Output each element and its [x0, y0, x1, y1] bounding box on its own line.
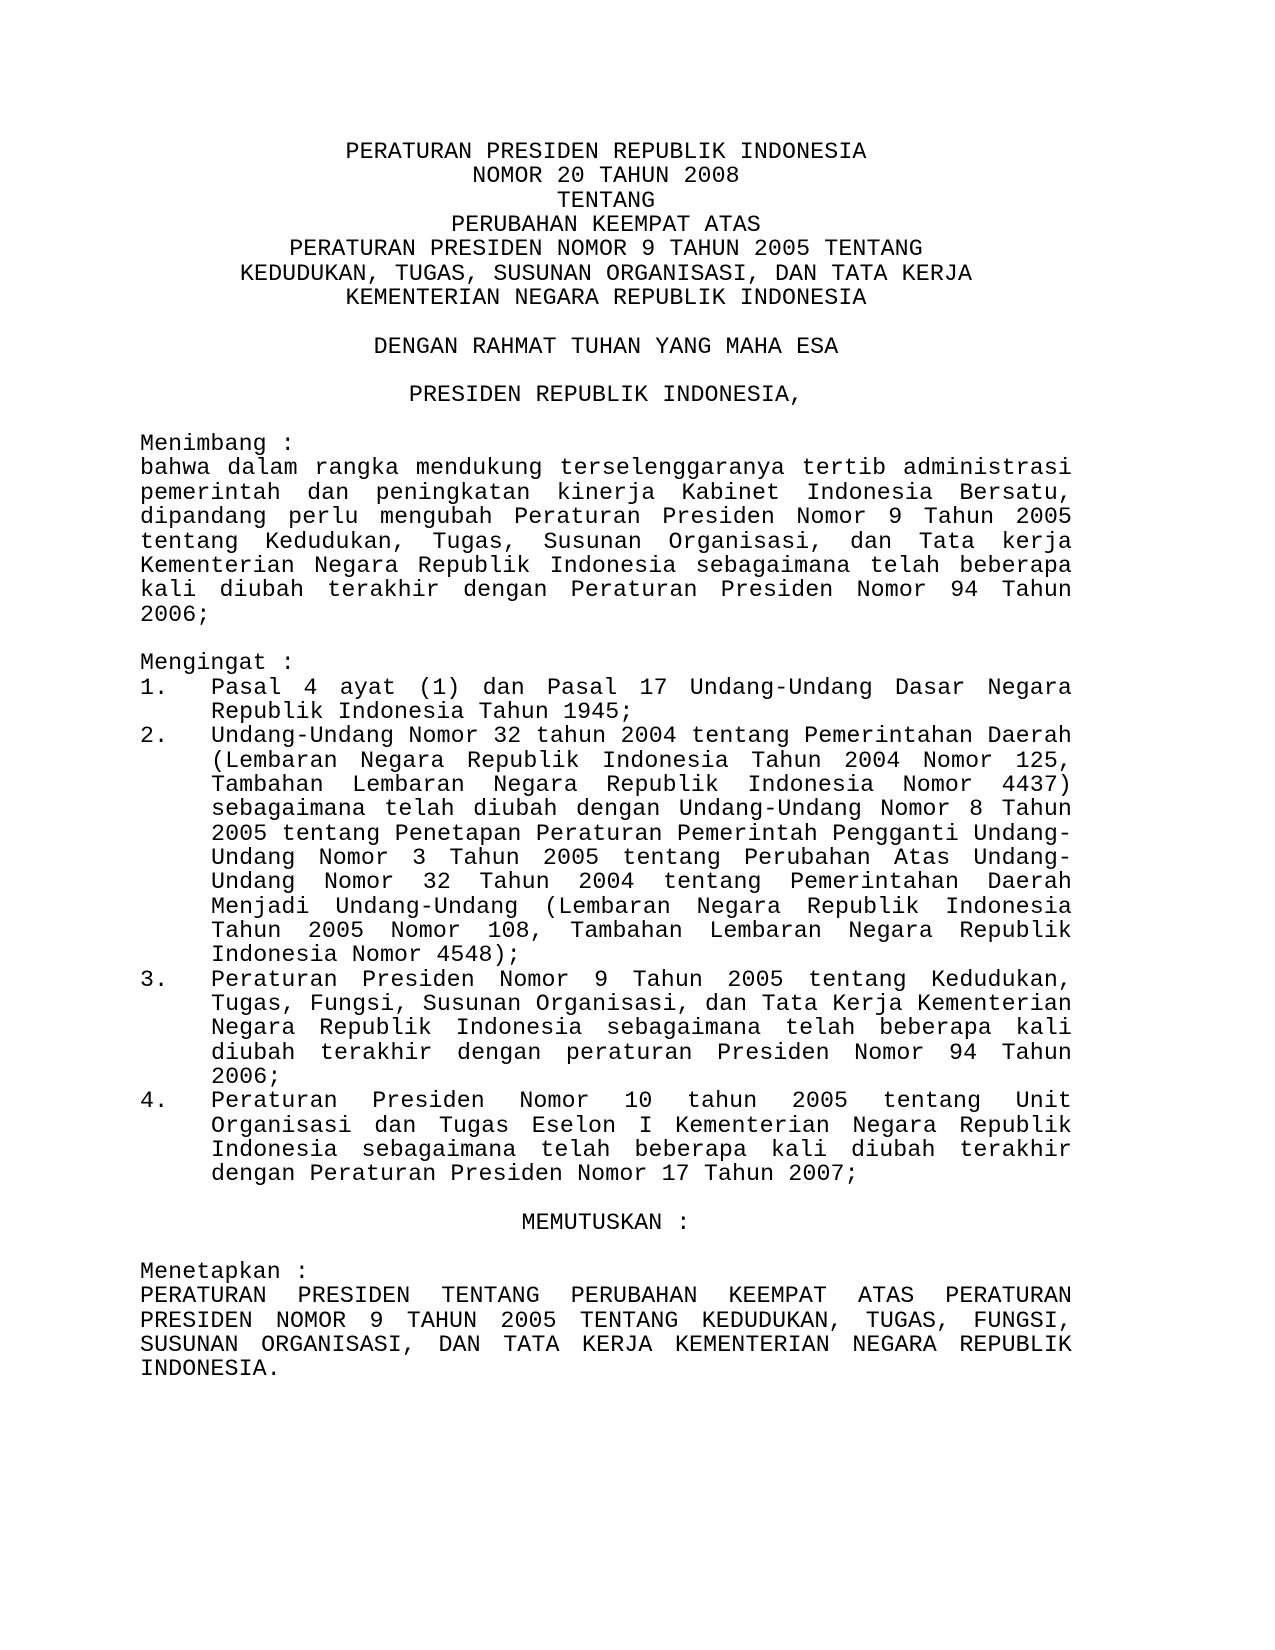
spacer [140, 1235, 1072, 1259]
title-line-tentang: TENTANG [556, 187, 656, 214]
spacer [140, 408, 1072, 432]
title-line-subject-2: KEMENTERIAN NEGARA REPUBLIK INDONESIA [345, 285, 867, 312]
recalling-item-line: Menjadi Undang-Undang (Lembaran Negara Republik Indonesia [211, 893, 1072, 920]
recalling-item-line: diubah terakhir dengan peraturan Presiden Nomor 94 Tahun [211, 1039, 1072, 1066]
recalling-item-line: Tahun 2005 Nomor 108, Tambahan Lembaran Negara Republik [211, 918, 1072, 944]
document-title-block [140, 140, 1072, 310]
considering-paragraph [140, 456, 1072, 626]
enacting-label: Menetapkan : [140, 1258, 309, 1285]
spacer [140, 1187, 1072, 1211]
invocation-line: DENGAN RAHMAT TUHAN YANG MAHA ESA [373, 333, 839, 360]
considering-line: Kementerian Negara Republik Indonesia sebagaimana telah beberapa [140, 552, 1072, 579]
recalling-item-line: (Lembaran Negara Republik Indonesia Tahun 2004 Nomor 125, [211, 747, 1072, 774]
recalling-item-number: 1. [140, 674, 169, 701]
recalling-item-line: Republik Indonesia Tahun 1945; [211, 698, 634, 725]
title-line-base-regulation: PERATURAN PRESIDEN NOMOR 9 TAHUN 2005 TENTANG [289, 236, 923, 263]
recalling-item-line: Indonesia Nomor 4548); [211, 942, 521, 969]
authority-line: PRESIDEN REPUBLIK INDONESIA, [408, 382, 804, 409]
enacting-line: SUSUNAN ORGANISASI, DAN TATA KERJA KEMENTERIAN NEGARA REPUBLIK [140, 1331, 1072, 1358]
recalling-item [140, 724, 1072, 967]
recalling-item [140, 968, 1072, 1090]
recalling-item-line: Peraturan Presiden Nomor 10 tahun 2005 tentang Unit [211, 1088, 1072, 1115]
document-body [140, 140, 1072, 1382]
spacer [140, 359, 1072, 383]
recalling-item-line: Undang Nomor 3 Tahun 2005 tentang Perubahan Atas Undang- [211, 844, 1072, 871]
spacer [140, 310, 1072, 334]
recalling-item-line: sebagaimana telah diubah dengan Undang-Undang Nomor 8 Tahun [211, 796, 1072, 823]
recalling-item-line: Organisasi dan Tugas Eselon I Kementerian Negara Republik [211, 1112, 1072, 1139]
recalling-item-line: Pasal 4 ayat (1) dan Pasal 17 Undang-Undang Dasar Negara [211, 674, 1072, 701]
recalling-item-line: Tambahan Lembaran Negara Republik Indonesia Nomor 4437) [211, 771, 1072, 798]
recalling-item-line: 2006; [211, 1064, 282, 1091]
recalling-item-line: Undang-Undang Nomor 32 tahun 2004 tentang Pemerintahan Daerah [211, 723, 1072, 750]
recalling-item-number: 3. [140, 966, 169, 993]
recalling-item-line: 2005 tentang Penetapan Peraturan Pemerintah Pengganti Undang- [211, 820, 1072, 847]
deciding-heading: MEMUTUSKAN : [521, 1210, 691, 1237]
recalling-item [140, 1089, 1072, 1186]
enacting-line: PRESIDEN NOMOR 9 TAHUN 2005 TENTANG KEDUDUKAN, TUGAS, FUNGSI, [140, 1307, 1072, 1334]
recalling-item-number: 2. [140, 723, 169, 750]
recalling-item-line: Peraturan Presiden Nomor 9 Tahun 2005 tentang Kedudukan, [211, 966, 1072, 993]
recalling-label: Mengingat : [140, 650, 295, 677]
considering-line: 2006; [140, 601, 211, 628]
spacer [140, 627, 1072, 651]
enacting-paragraph [140, 1284, 1072, 1381]
recalling-item-line: Tugas, Fungsi, Susunan Organisasi, dan Tata Kerja Kementerian [211, 991, 1072, 1018]
considering-line: tentang Kedudukan, Tugas, Susunan Organisasi, dan Tata kerja [140, 528, 1072, 555]
title-line-number-year: NOMOR 20 TAHUN 2008 [472, 163, 740, 190]
considering-line: bahwa dalam rangka mendukung terselenggaranya tertib administrasi [140, 455, 1072, 482]
recalling-item-line: Negara Republik Indonesia sebagaimana telah beberapa kali [211, 1015, 1072, 1042]
considering-line: pemerintah dan peningkatan kinerja Kabinet Indonesia Bersatu, [140, 479, 1072, 506]
considering-line: kali diubah terakhir dengan Peraturan Presiden Nomor 94 Tahun [140, 577, 1072, 604]
recalling-item-line: Indonesia sebagaimana telah beberapa kali diubah terakhir [211, 1137, 1072, 1164]
recalling-item-line: dengan Peraturan Presiden Nomor 17 Tahun 2007; [211, 1161, 859, 1188]
enacting-line: INDONESIA. [140, 1356, 281, 1383]
considering-label: Menimbang : [140, 431, 295, 458]
enacting-line: PERATURAN PRESIDEN TENTANG PERUBAHAN KEEMPAT ATAS PERATURAN [140, 1283, 1072, 1310]
recalling-item [140, 676, 1072, 725]
title-line-amendment: PERUBAHAN KEEMPAT ATAS [451, 212, 761, 239]
recalling-item-line: Undang Nomor 32 Tahun 2004 tentang Pemerintahan Daerah [211, 869, 1072, 896]
title-line-subject-1: KEDUDUKAN, TUGAS, SUSUNAN ORGANISASI, DAN TATA KERJA [239, 260, 973, 287]
recalling-item-number: 4. [140, 1088, 169, 1115]
title-line-regulation-type: PERATURAN PRESIDEN REPUBLIK INDONESIA [345, 139, 867, 165]
considering-line: dipandang perlu mengubah Peraturan Presiden Nomor 9 Tahun 2005 [140, 504, 1072, 531]
